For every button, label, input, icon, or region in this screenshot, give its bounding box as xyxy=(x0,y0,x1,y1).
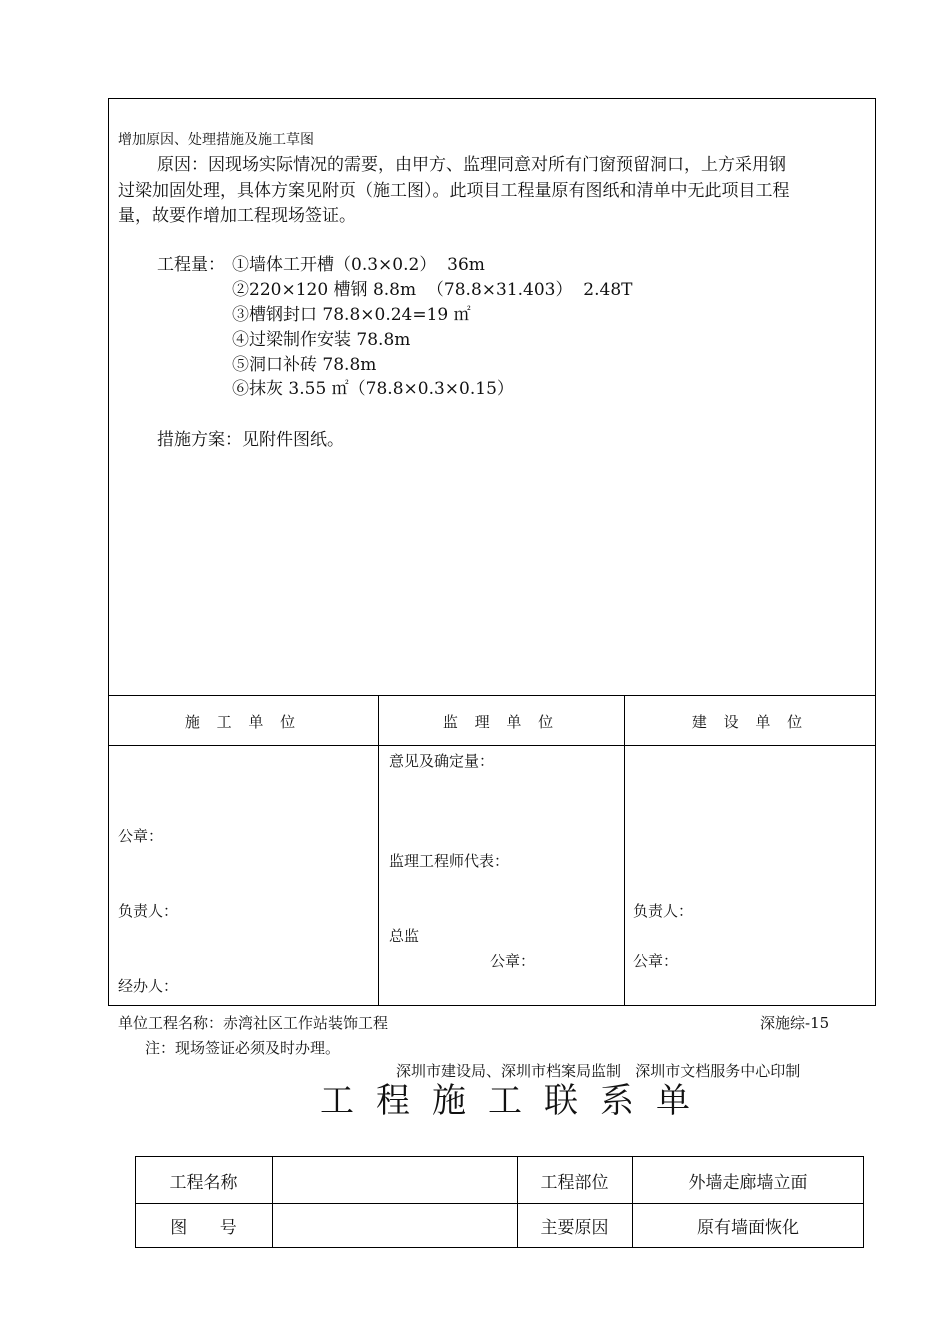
table-divider xyxy=(108,695,876,696)
quantity-item: ⑤洞口补砖 78.8m xyxy=(232,355,377,375)
contractor-handler: 经办人： xyxy=(118,977,179,995)
reason-line-1: 原因：因现场实际情况的需要，由甲方、监理同意对所有门窗预留洞口，上方采用钢 xyxy=(157,155,786,175)
form-title: 工程施工联系单 xyxy=(320,1081,712,1121)
label-main-reason: 主要原因 xyxy=(540,1218,609,1238)
table-row-divider xyxy=(135,1203,864,1204)
quantity-item: ①墙体工开槽（0.3×0.2） 36m xyxy=(232,255,485,275)
supervisor-engineer-rep: 监理工程师代表： xyxy=(389,852,510,870)
owner-seal: 公章： xyxy=(633,952,679,970)
form-code: 深施综-15 xyxy=(760,1014,830,1032)
column-divider xyxy=(378,695,379,1006)
label-drawing-number: 图 号 xyxy=(170,1218,237,1238)
label-project-name: 工程名称 xyxy=(169,1173,238,1193)
measures-text: 措施方案：见附件图纸。 xyxy=(157,430,344,450)
label-project-part: 工程部位 xyxy=(540,1173,609,1193)
quantity-item: ④过梁制作安装 78.8m xyxy=(232,330,411,350)
reason-line-3: 量，故要作增加工程现场签证。 xyxy=(118,206,356,226)
value-main-reason: 原有墙面恢化 xyxy=(697,1218,799,1238)
supervisor-chief: 总监 xyxy=(389,927,420,945)
owner-responsible: 负责人： xyxy=(633,902,694,920)
supervisor-opinion: 意见及确定量： xyxy=(389,752,495,770)
supervisor-seal: 公章： xyxy=(490,952,536,970)
contractor-responsible: 负责人： xyxy=(118,902,179,920)
reason-line-2: 过梁加固处理，具体方案见附页（施工图）。此项目工程量原有图纸和清单中无此项目工程 xyxy=(118,181,790,201)
publisher-line: 深圳市建设局、深圳市档案局监制 深圳市文档服务中心印制 xyxy=(396,1062,801,1080)
header-owner: 建 设 单 位 xyxy=(691,713,809,731)
quantity-item: ⑥抹灰 3.55 ㎡（78.8×0.3×0.15） xyxy=(232,379,514,399)
value-project-part: 外墙走廊墙立面 xyxy=(688,1173,808,1193)
column-divider xyxy=(272,1156,273,1248)
header-contractor: 施 工 单 位 xyxy=(184,713,302,731)
quantity-item: ③槽钢封口 78.8×0.24=19 ㎡ xyxy=(232,305,471,325)
header-supervisor: 监 理 单 位 xyxy=(442,713,560,731)
quantity-label: 工程量： xyxy=(157,255,225,275)
unit-project-name: 单位工程名称：赤湾社区工作站装饰工程 xyxy=(118,1014,389,1032)
table-divider xyxy=(108,745,876,746)
contractor-seal: 公章： xyxy=(118,827,164,845)
section-title: 增加原因、处理措施及施工草图 xyxy=(118,132,314,148)
quantity-item: ②220×120 槽钢 8.8m （78.8×31.403） 2.48T xyxy=(232,280,633,300)
column-divider xyxy=(624,695,625,1006)
footnote: 注：现场签证必须及时办理。 xyxy=(145,1039,341,1057)
